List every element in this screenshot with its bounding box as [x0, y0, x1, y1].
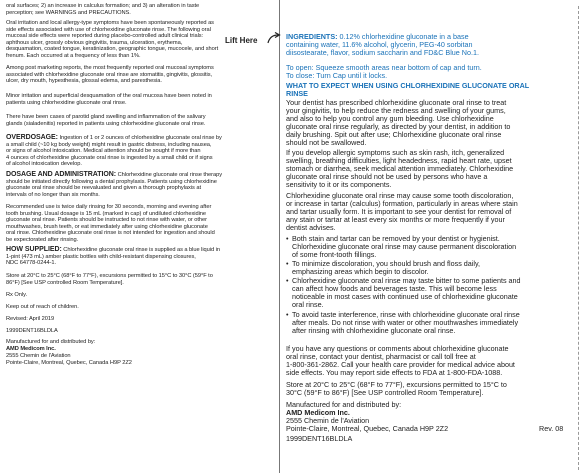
questions-paragraph: If you have any questions or comments about chlorhexidine gluconate oral rinse, contact your dentist, pharmacist or call toll free at 1-800-361-2862. Call your health care provider for medical advice about side effects. You may report side effects to FDA at 1-800-FDA-1088. [286, 344, 515, 378]
open-close-instructions: To open: Squeeze smooth areas near bottom of cap and turn. To close: Turn Cap until it locks. [286, 63, 482, 81]
bullet-icon: • [286, 234, 289, 243]
bullet-text: To minimize discoloration, you should brush and floss daily, emphasizing areas which begin to discolor. [292, 259, 481, 277]
bullet-item [286, 260, 576, 276]
post-marketing-paragraph: Among post marketing reports, the most frequently reported oral mucosal symptoms associated with chlorhexidine gluconate oral rinse are stomatitis, gingivitis, glossitis, ulcer, dry mouth, hypesthesia, glossal edema, and paresthesia. [6, 65, 214, 85]
revised-date: Revised: April 2019 [6, 316, 55, 322]
right-manufactured-for: Manufactured for and distributed by: [286, 400, 402, 409]
bullet-item [286, 277, 576, 309]
lift-arrow-icon [267, 32, 281, 44]
discoloration-paragraph: Chlorhexidine gluconate oral rinse may cause some tooth discoloration, or increase in tartar (calculus) formation, particularly in areas where stain and tartar usually form. It is important to see your dentist for removal of any stain or tartar at least every six months or more frequently if your dentist advises. [286, 191, 518, 233]
keep-out-of-reach: Keep out of reach of children. [6, 304, 79, 310]
bullet-icon: • [286, 310, 289, 319]
bullet-icon: • [286, 276, 289, 285]
how-supplied-section [6, 246, 274, 267]
bullet-item [286, 311, 576, 335]
ingredients-section [286, 33, 576, 57]
ingredients-text: 0.12% chlorhexidine gluconate in a base containing water, 11.6% alcohol, glycerin, PEG-40 sorbitan diisostearate, flavor, sodium saccharin and FD&C Blue No.1. [286, 32, 479, 58]
left-address-line-2: Pointe-Claire, Montreal, Quebec, Canada H9P 2Z2 [6, 360, 132, 366]
recommended-use-paragraph: Recommended use is twice daily rinsing for 30 seconds, morning and evening after tooth brushing. Usual dosage is 15 mL (marked in cap) of undiluted chlorhexidine gluconate oral rinse. Patients should be instructed to not rinse with water, or other mouthwashes, brush teeth, or eat immediately after using chlorhexidine gluconate oral rinse. Chlorhexidine gluconate oral rinse is not intended for ingestion and should be expectorated after rinsing. [6, 204, 215, 243]
overdosage-section [6, 134, 274, 168]
overdosage-heading: OVERDOSAGE: [6, 134, 58, 141]
how-supplied-text: Chlorhexidine gluconate oral rinse is supplied as a blue liquid in 1-pint (473 mL) amber plastic bottles with child-resistant dispensing closures, NDC 64778-0244-1. [6, 247, 220, 267]
right-storage-paragraph: Store at 20°C to 25°C (68°F to 77°F), excursions permitted to 15°C to 30°C (59°F to 86°F) [See USP controlled Room Temperature]. [286, 380, 507, 398]
minor-irritation-paragraph: Minor irritation and superficial desquamation of the oral mucosa have been noted in patients using chlorhexidine gluconate oral rinse. [6, 93, 212, 106]
left-manufactured-for: Manufactured for and distributed by: [6, 339, 96, 345]
right-product-code: 1999DENT16BLDLA [286, 434, 353, 443]
left-panel [0, 0, 280, 473]
overdosage-text: Ingestion of 1 or 2 ounces of chlorhexidine gluconate oral rinse by a small child (~10 kg body weight) might result in gastric distress, including nausea, or signs of alcohol intoxication. Medical attention should be sought if more than 4 ounces of chlorhexidine gluconate oral rinse is ingested by a small child or if signs of alcohol intoxication develop. [6, 135, 222, 168]
allergic-symptoms-paragraph: If you develop allergic symptoms such as skin rash, itch, generalized swelling, breathing difficulties, light headedness, rapid heart rate, upset stomach or diarrhea, seek medical attention immediately. Chlorhexidine gluconate oral rinse should not be used by persons who have a sensitivity to it or its components. [286, 148, 514, 190]
revision-number: Rev. 08 [539, 424, 564, 433]
prescribed-paragraph: Your dentist has prescribed chlorhexidine gluconate oral rinse to treat your gingivitis, to help reduce the redness and swelling of your gums, and also to help you control any gum bleeding. Use chlorhexidine gluconate oral rinse regularly, as directed by your dentist, in addition to daily brushing. Spit out after use; Chlorhexidine gluconate oral rinse should not be swallowed. [286, 98, 511, 148]
bullet-item [286, 235, 576, 259]
bullet-text: Chlorhexidine gluconate oral rinse may taste bitter to some patients and can affect how foods and beverages taste. This will become less noticeable in most cases with continued use of chlorhexidine gluconate oral rinse. [292, 276, 521, 310]
right-address-line-2: Pointe-Claire, Montreal, Quebec, Canada H9P 2Z2 [286, 424, 449, 433]
peel-edge-line [572, 6, 579, 470]
right-address-line-1: 2555 Chemin de l'Aviation [286, 416, 370, 425]
bullet-icon: • [286, 259, 289, 268]
dosage-heading: DOSAGE AND ADMINISTRATION: [6, 171, 117, 178]
ingredients-heading: INGREDIENTS: [286, 32, 338, 41]
parotid-gland-paragraph: There have been cases of parotid gland swelling and inflammation of the salivary glands (sialadenitis) reported in patients using chlorhexidine gluconate oral rinse. [6, 114, 206, 127]
left-address-line-1: 2555 Chemin de l'Aviation [6, 353, 71, 359]
rx-only: Rx Only. [6, 292, 27, 298]
bullet-text: Both stain and tartar can be removed by your dentist or hygienist. Chlorhexidine gluconate oral rinse may cause permanent discoloration of some front-tooth fillings. [292, 234, 517, 260]
left-product-code: 1999DENT16BLDLA [6, 328, 58, 334]
lift-here-label[interactable]: Lift Here [225, 36, 258, 45]
dosage-section [6, 171, 274, 198]
oral-irritation-paragraph: Oral irritation and local allergy-type symptoms have been spontaneously reported as side effects associated with use of chlorhexidine gluconate rinse. The following oral mucosal side effects were reported during placebo-controlled adult clinical trials: aphthous ulcer, grossly obvious gingivitis, trauma, ulceration, erythema, desquamation, coated tongue, keratinization, geographic tongue, mucocele, and short frenum. Each occurred at a frequency of less than 1%. [6, 20, 219, 59]
bullet-text: To avoid taste interference, rinse with chlorhexidine gluconate oral rinse after meals. Do not rinse with water or other mouthwashes immediately after rinsing with chlorhexidine gluconate oral rinse. [292, 310, 520, 336]
right-panel [281, 0, 579, 473]
how-supplied-heading: HOW SUPPLIED: [6, 246, 62, 253]
adverse-reactions-continued: oral surfaces; 2) an increase in calculus formation; and 3) an alteration in taste perception; see WARNINGS and PRECAUTIONS. [6, 3, 200, 16]
storage-paragraph: Store at 20°C to 25°C (68°F to 77°F), excursions permitted to 15°C to 30°C (59°F to 86°F) [See USP controlled Room Temperature]. [6, 273, 213, 286]
right-company-name: AMD Medicom Inc. [286, 408, 350, 417]
what-to-expect-heading: WHAT TO EXPECT WHEN USING CHLORHEXIDINE GLUCONATE ORAL RINSE [286, 81, 530, 99]
left-company-name: AMD Medicom Inc. [6, 346, 56, 352]
dosage-text: Chlorhexidine gluconate oral rinse therapy should be initiated directly following a dental prophylaxis. Patients using chlorhexidine gluconate oral rinse should be reevaluated and given a thorough prophylaxis at intervals of no longer than six months. [6, 172, 223, 198]
